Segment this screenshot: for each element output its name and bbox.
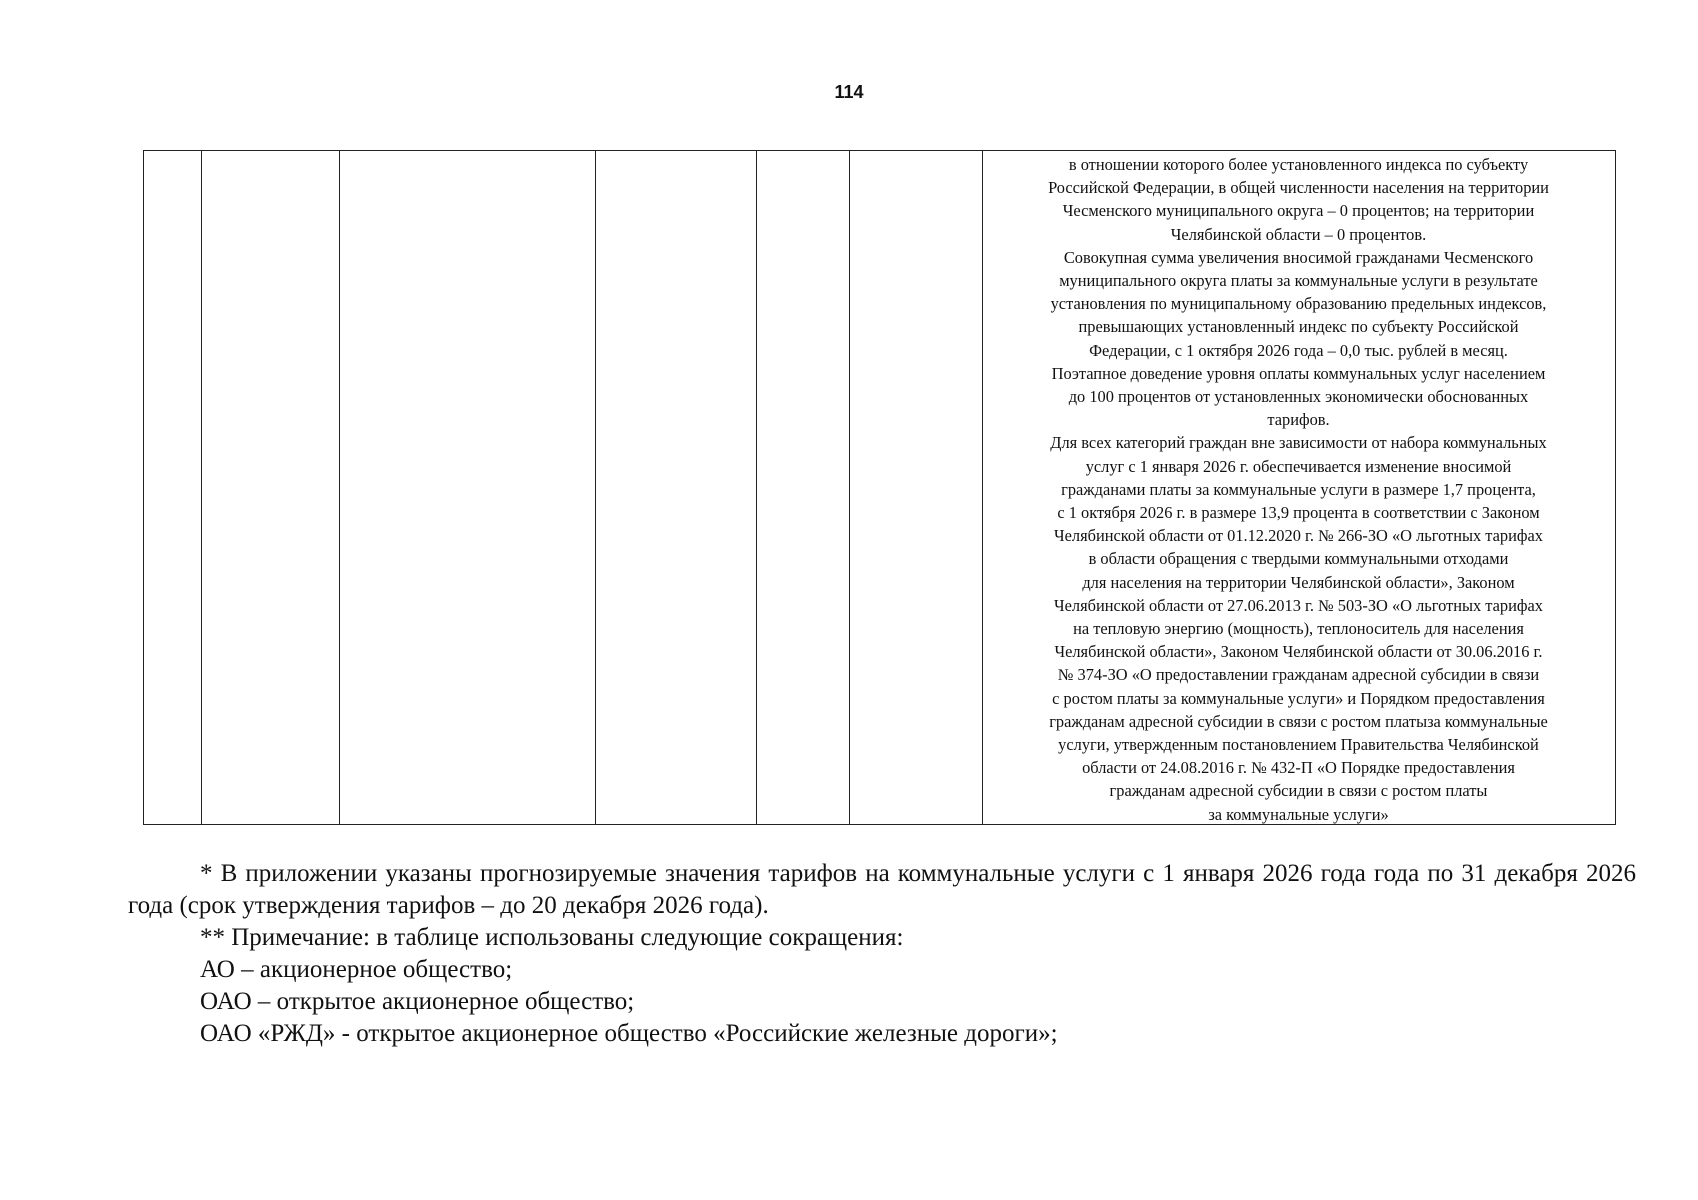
description-line: № 374-ЗО «О предоставлении гражданам адресной субсидии в связи — [1057, 665, 1540, 685]
description-line: Совокупная сумма увеличения вносимой гражданами Чесменского — [1063, 247, 1534, 267]
description-line: услуги, утвержденным постановлением Правительства Челябинской — [1058, 735, 1539, 755]
footnote-star: * В приложении указаны прогнозируемые значения тарифов на коммунальные услуги с 1 января 2026 года года по 31 декабря 2026 года (срок утверждения тарифов – до 20 декабря 2026 года). — [128, 860, 1636, 919]
table-column-divider — [339, 151, 340, 824]
table-column-divider — [201, 151, 202, 824]
description-line: услуг с 1 января 2026 г. обеспечивается изменение вносимой — [1085, 456, 1512, 476]
description-line: установления по муниципальному образованию предельных индексов, — [1050, 294, 1547, 314]
description-line: с ростом платы за коммунальные услуги» и Порядком предоставления — [1052, 688, 1545, 708]
tariff-table — [143, 150, 1616, 825]
description-line: с 1 октября 2026 г. в размере 13,9 процента в соответствии с Законом — [1057, 503, 1540, 523]
description-line: Челябинской области – 0 процентов. — [1170, 224, 1427, 244]
table-column-divider — [849, 151, 850, 824]
description-line: Для всех категорий граждан вне зависимости от набора коммунальных — [1050, 433, 1547, 453]
description-line: Челябинской области от 27.06.2013 г. № 503-ЗО «О льготных тарифах — [1054, 595, 1543, 615]
abbreviation-item: ОАО «РЖД» - открытое акционерное общество «Российские железные дороги»; — [200, 1020, 1058, 1047]
page-number: 114 — [834, 82, 864, 102]
abbreviation-item: АО – акционерное общество; — [200, 956, 513, 983]
description-line: Челябинской области от 01.12.2020 г. № 266-ЗО «О льготных тарифах — [1054, 526, 1543, 546]
description-line: Российской Федерации, в общей численности населения на территории — [1048, 178, 1549, 198]
description-line: области от 24.08.2016 г. № 432-П «О Порядке предоставления — [1082, 758, 1515, 778]
description-line: Челябинской области», Законом Челябинской области от 30.06.2016 г. — [1054, 642, 1543, 662]
footnotes — [128, 858, 1636, 1050]
footnote-double-star: ** Примечание: в таблице использованы следующие сокращения: — [200, 924, 904, 951]
description-line: в отношении которого более установленного индекса по субъекту — [1068, 155, 1529, 174]
description-line: за коммунальные услуги» — [1208, 804, 1389, 824]
description-line: в области обращения с твердыми коммунальными отходами — [1088, 549, 1509, 569]
description-line: муниципального округа платы за коммунальные услуги в результате — [1059, 271, 1538, 291]
table-column-divider — [756, 151, 757, 824]
abbreviation-item: ОАО – открытое акционерное общество; — [200, 988, 635, 1015]
description-line: гражданам адресной субсидии в связи с ростом платыза коммунальные — [1049, 711, 1548, 731]
description-line: Федерации, с 1 октября 2026 года – 0,0 тыс. рублей в месяц. — [1089, 340, 1508, 360]
description-line: Чесменского муниципального округа – 0 процентов; на территории — [1062, 201, 1535, 221]
description-line: гражданами платы за коммунальные услуги в размере 1,7 процента, — [1061, 479, 1536, 499]
table-description-cell — [982, 152, 1615, 824]
description-line: превышающих установленный индекс по субъекту Российской — [1078, 317, 1519, 337]
description-line: до 100 процентов от установленных экономически обоснованных — [1068, 387, 1529, 407]
table-column-divider — [595, 151, 596, 824]
description-line: гражданам адресной субсидии в связи с ростом платы — [1109, 781, 1488, 801]
description-line: тарифов. — [1267, 410, 1330, 430]
description-line: на тепловую энергию (мощность), теплоноситель для населения — [1073, 619, 1524, 639]
description-line: для населения на территории Челябинской области», Законом — [1082, 572, 1515, 592]
description-line: Поэтапное доведение уровня оплаты коммунальных услуг населением — [1051, 363, 1546, 383]
